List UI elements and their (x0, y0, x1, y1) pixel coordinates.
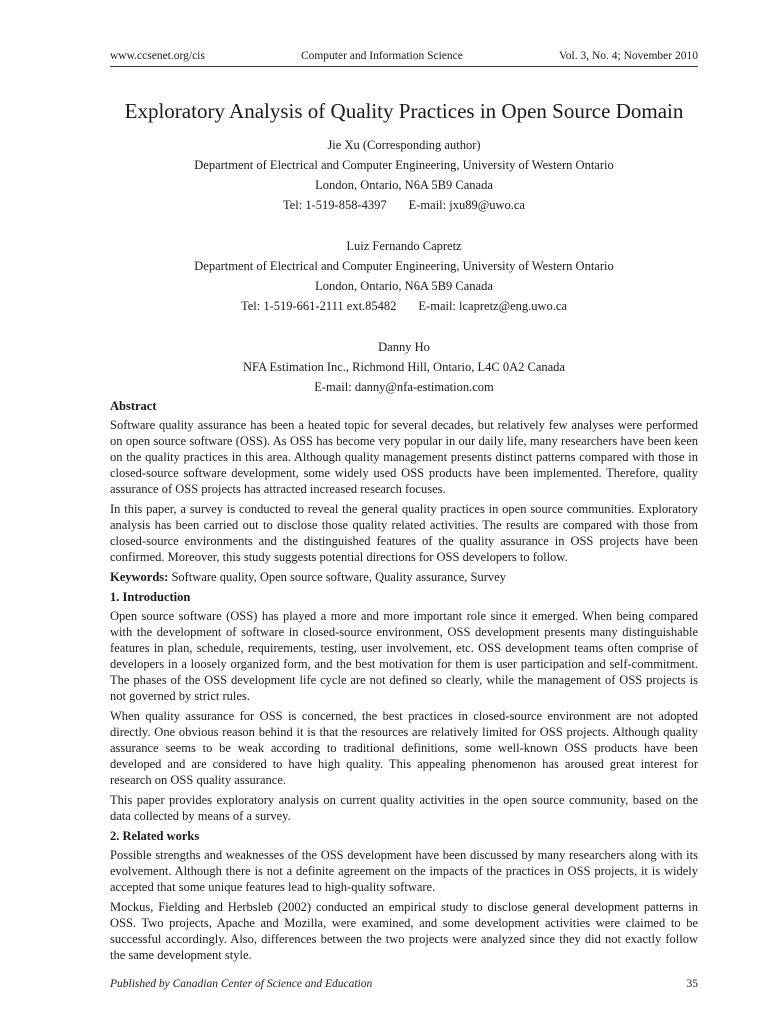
section-heading-introduction: 1. Introduction (110, 590, 191, 604)
author-block (110, 236, 698, 316)
author-tel: Tel: 1-519-661-2111 ext.85482 (240, 299, 397, 313)
author-department: Department of Electrical and Computer Engineering, University of Western Ontario (194, 158, 614, 172)
author-address: London, Ontario, N6A 5B9 Canada (315, 178, 493, 192)
author-email: E-mail: danny@nfa-estimation.com (314, 380, 494, 394)
body-paragraph: This paper provides exploratory analysis on current quality activities in the open source community, based on the data collected by means of a survey. (110, 793, 698, 823)
author-contact (110, 195, 698, 215)
footer-publisher: Published by Canadian Center of Science and Education (110, 978, 373, 990)
header-journal: Computer and Information Science (300, 50, 463, 62)
author-affiliation: NFA Estimation Inc., Richmond Hill, Ontario, L4C 0A2 Canada (243, 360, 565, 374)
author-name: Luiz Fernando Capretz (346, 239, 462, 253)
keywords-text: Software quality, Open source software, Quality assurance, Survey (171, 570, 506, 584)
page-number: 35 (686, 978, 698, 990)
body-paragraph: When quality assurance for OSS is concerned, the best practices in closed-source environment are not adopted directly. One obvious reason behind it is that the resources are relatively limited for OSS projects. Although quality assurance seems to be weak according to traditional definitions, some well-known OSS products have been developed and are considered to have high quality. This appealing phenomenon has aroused great interest for research on OSS quality assurance. (110, 709, 698, 787)
body-paragraph: Possible strengths and weaknesses of the OSS development have been discussed by many researchers along with its evolvement. Although there is not a definite agreement on the impacts of the practices in OSS projects, it is widely accepted that some unique features lead to high-quality software. (110, 848, 698, 894)
keywords-label: Keywords: (110, 570, 169, 584)
header-url: www.ccsenet.org/cis (110, 50, 205, 62)
running-header (110, 49, 698, 63)
abstract-paragraph: Software quality assurance has been a heated topic for several decades, but relatively few analyses were performed on open source software (OSS). As OSS has become very popular in our daily life, many researchers have been keen on the quality practices in this area. Although quality management presents distinct patterns compared with those in closed-source software development, some widely used OSS products have been implemented. Therefore, quality assurance of OSS projects has attracted increased research focuses. (110, 418, 698, 496)
header-issue: Vol. 3, No. 4; November 2010 (558, 50, 698, 62)
keywords (110, 569, 698, 585)
body-paragraph: Open source software (OSS) has played a more and more important role since it emerged. When being compared with the development of software in closed-source environment, OSS development presents many distinguishable features in plan, schedule, requirements, testing, user involvement, etc. OSS development teams often comprise of developers in a loosely organized form, and the best motivation for them is user participation and self-commitment. The phases of the OSS development life cycle are not defined so clearly, while the management of OSS projects is not governed by strict rules. (110, 609, 698, 703)
author-block (110, 135, 698, 215)
header-rule (110, 66, 698, 67)
author-department: Department of Electrical and Computer Engineering, University of Western Ontario (194, 259, 614, 273)
abstract-paragraph: In this paper, a survey is conducted to reveal the general quality practices in open source communities. Exploratory analysis has been carried out to disclose those quality related activities. The results are compared with those from closed-source environments and the distinguished features of the quality assurance in OSS projects have been confirmed. Moreover, this study suggests potential directions for OSS developers to follow. (110, 502, 698, 564)
section-heading-related-works: 2. Related works (110, 829, 200, 843)
page-footer (110, 977, 698, 991)
author-name: Jie Xu (Corresponding author) (327, 138, 481, 152)
paper-title: Exploratory Analysis of Quality Practices in Open Source Domain (124, 99, 684, 123)
author-tel: Tel: 1-519-858-4397 (283, 198, 387, 212)
body-paragraph: Mockus, Fielding and Herbsleb (2002) conducted an empirical study to disclose general development patterns in OSS. Two projects, Apache and Mozilla, were examined, and some development activities were claimed to be successful accordingly. Also, differences between the two projects were analyzed since they did not exactly follow the same development style. (110, 900, 698, 962)
author-name: Danny Ho (378, 340, 430, 354)
author-address: London, Ontario, N6A 5B9 Canada (315, 279, 493, 293)
paper-body (110, 398, 698, 967)
author-contact (110, 296, 698, 316)
author-block (110, 337, 698, 397)
author-email: E-mail: lcapretz@eng.uwo.ca (418, 299, 568, 313)
author-list (110, 135, 698, 397)
abstract-heading: Abstract (110, 399, 157, 413)
author-email: E-mail: jxu89@uwo.ca (408, 198, 525, 212)
